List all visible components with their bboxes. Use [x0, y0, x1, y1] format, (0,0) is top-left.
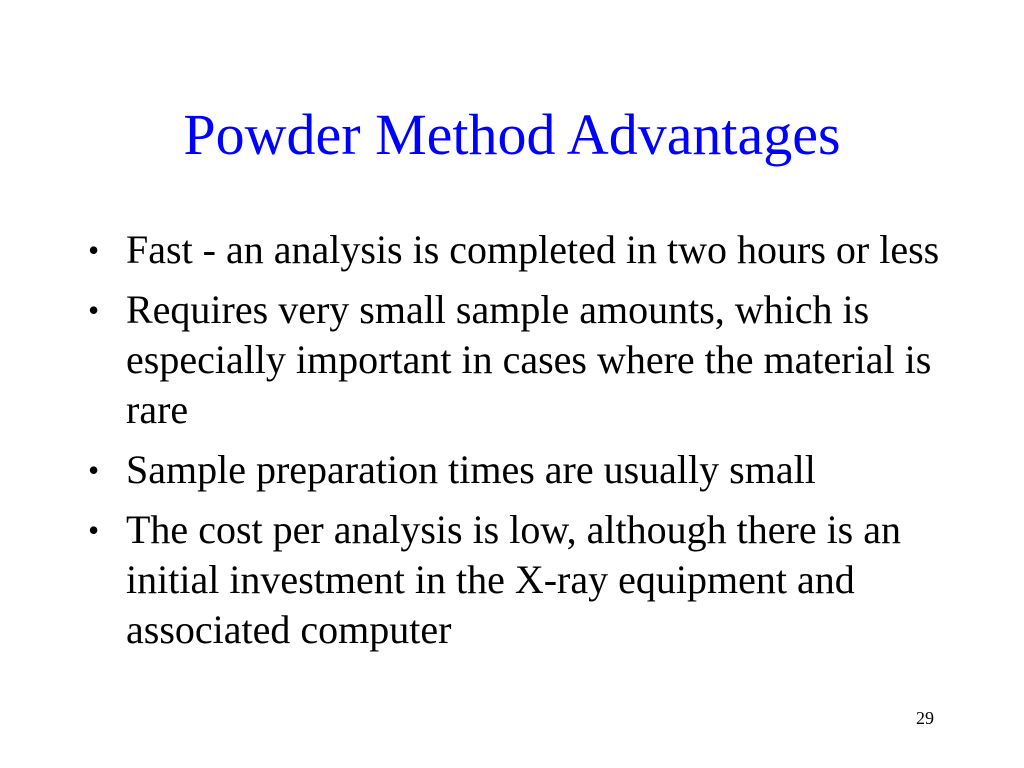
bullet-item	[86, 225, 966, 275]
bullet-text: The cost per analysis is low, although there is an initial investment in the X-ray equipment and associated computer	[126, 507, 901, 652]
bullet-text: Sample preparation times are usually small	[126, 447, 816, 492]
page-number: 29	[916, 708, 934, 728]
bullet-item	[86, 505, 966, 655]
slide-title: Powder Method Advantages	[183, 102, 841, 167]
bullet-icon: •	[88, 452, 100, 488]
bullet-text: Fast - an analysis is completed in two hours or less	[126, 227, 940, 272]
bullet-text: Requires very small sample amounts, which is especially important in cases where the material is rare	[126, 287, 932, 432]
bullet-item	[86, 445, 966, 495]
bullet-icon: •	[88, 512, 100, 548]
bullet-list	[86, 225, 966, 665]
bullet-icon: •	[88, 232, 100, 268]
bullet-icon: •	[88, 292, 100, 328]
bullet-item	[86, 285, 966, 435]
